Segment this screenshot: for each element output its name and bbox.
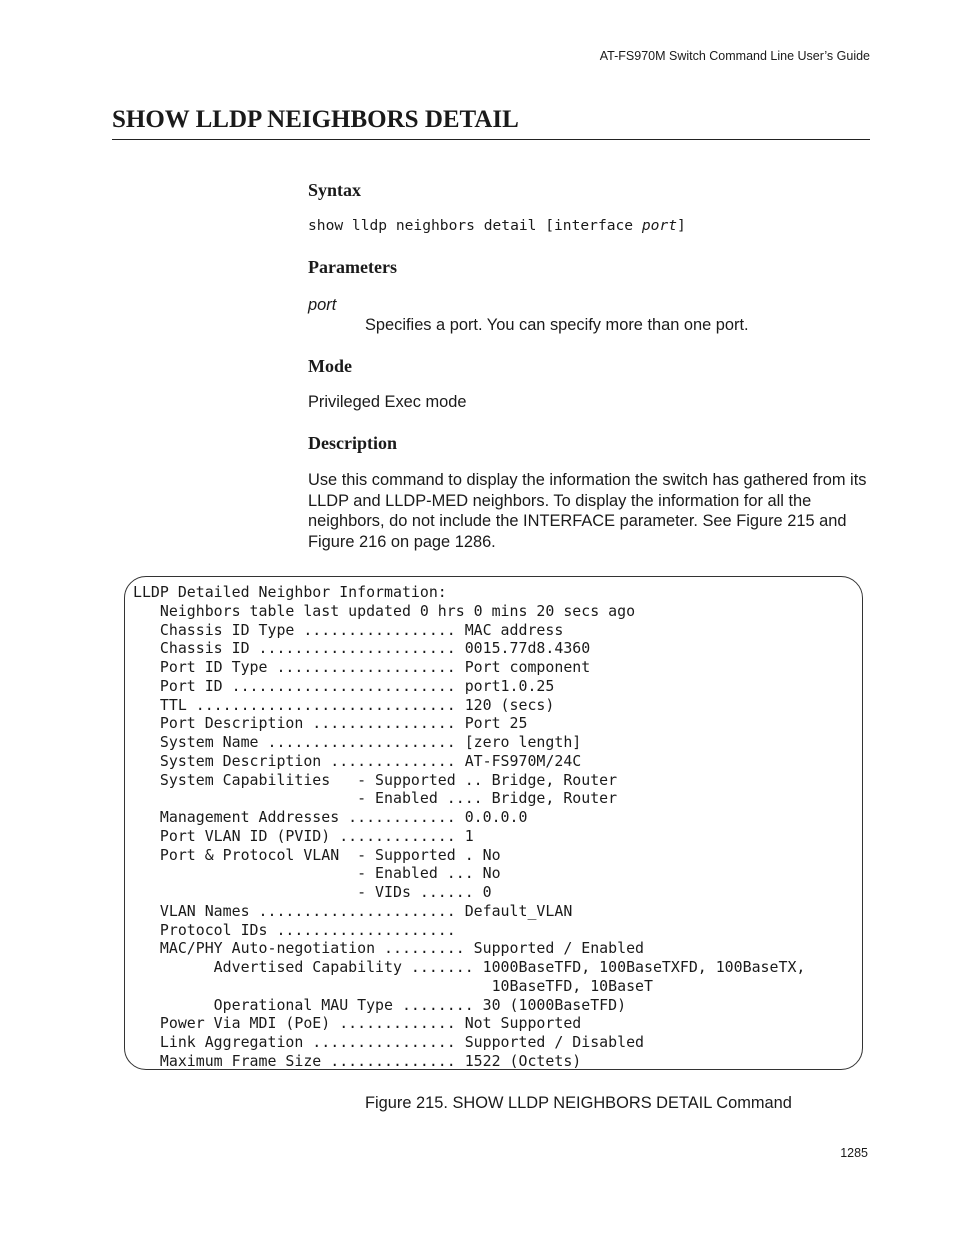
syntax-suffix: ]	[677, 217, 686, 234]
syntax-command: show lldp neighbors detail [interface	[308, 217, 642, 234]
mode-heading: Mode	[308, 356, 352, 376]
figure-caption: Figure 215. SHOW LLDP NEIGHBORS DETAIL Command	[365, 1094, 792, 1112]
description-text: Use this command to display the information the switch has gathered from its LLDP and LLDP-MED neighbors. To display the information for all the neighbors, do not include the INTERFACE parameter. See Figure 215 and Figure 216 on page 1286.	[308, 471, 867, 551]
parameter-description: Specifies a port. You can specify more than one port.	[365, 316, 749, 334]
page-title: SHOW LLDP NEIGHBORS DETAIL	[112, 106, 519, 133]
parameter-name: port	[308, 296, 337, 314]
mode-text: Privileged Exec mode	[308, 393, 467, 411]
example-output: LLDP Detailed Neighbor Information: Neighbors table last updated 0 hrs 0 mins 20 secs ago Chassis ID Type ................. MAC address Chassis ID ...................... 0015.77d8.4360 Port ID Type .................... Port component Port ID ......................... port1.0.25 TTL ............................. 120 (secs) Port Description ................ Port 25 System Name ..................... [zero length] System Description .............. AT-FS970M/24C System Capabilities - Supported .. Bridge, Router - Enabled .... Bridge, Router Management Addresses ............ 0.0.0.0 Port VLAN ID (PVID) ............. 1 Port & Protocol VLAN - Supported . No - Enabled ... No - VIDs ...... 0 VLAN Names ...................... Default_VLAN Protocol IDs .................... MAC/PHY Auto-negotiation ......... Supported / Enabled Advertised Capability ....... 1000BaseTFD, 100BaseTXFD, 100BaseTX, 10BaseTFD, 10BaseT Operational MAU Type ........ 30 (1000BaseTFD) Power Via MDI (PoE) ............. Not Supported Link Aggregation ................ Supported / Disabled Maximum Frame Size .............. 1522 (Octets)	[133, 583, 806, 1070]
syntax-line	[308, 216, 870, 236]
title-divider	[112, 139, 870, 140]
running-header: AT-FS970M Switch Command Line User’s Guide	[599, 49, 870, 63]
command-reference	[308, 178, 870, 552]
syntax-heading: Syntax	[308, 180, 362, 200]
syntax-argument: port	[641, 217, 678, 234]
description-heading: Description	[308, 433, 397, 453]
page-number: 1285	[840, 1146, 868, 1160]
parameters-heading: Parameters	[308, 257, 397, 277]
